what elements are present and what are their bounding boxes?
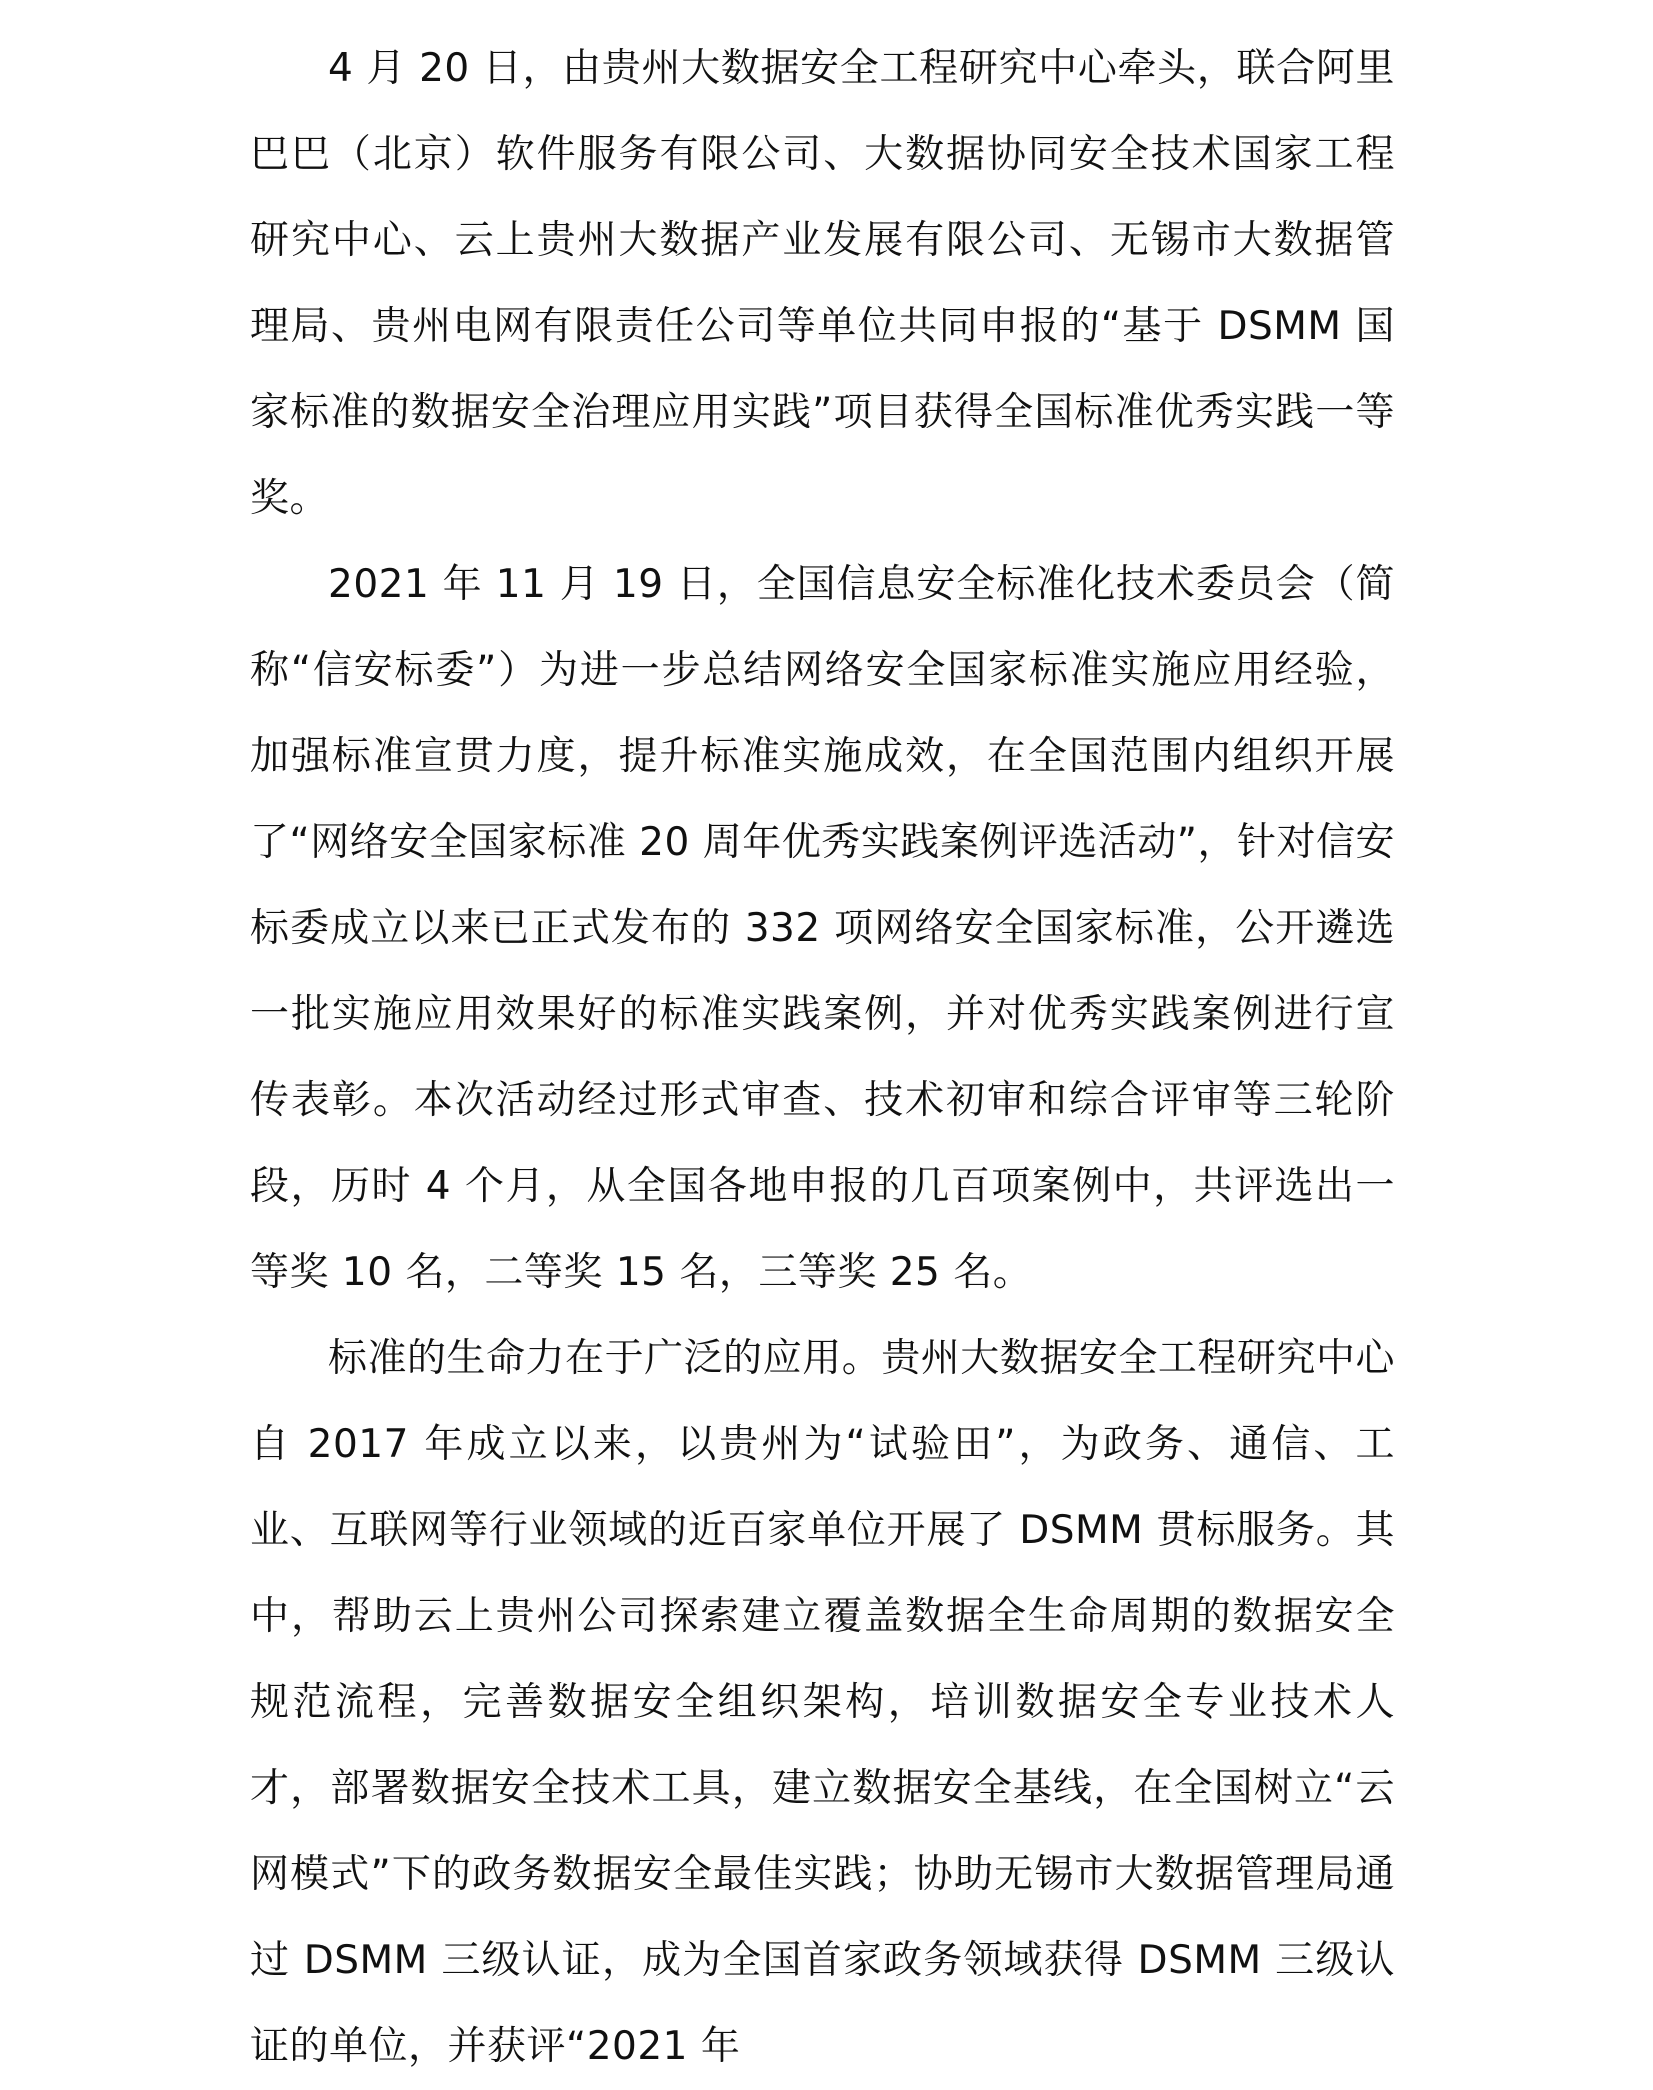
paragraph-selection-activity: 2021 年 11 月 19 日，全国信息安全标准化技术委员会（简称“信安标委”）为进一步总结网络安全国家标准实施应用经验，加强标准宣贯力度，提升标准实施成效，在全国范围内组织开展了“网络安全国家标准 20 周年优秀实践案例评选活动”，针对信安标委成立以来已正式发布的 332 项网络安全国家标准，公开遴选一批实施应用效果好的标准实践案例，并对优秀实践案例进行宣传表彰。本次活动经过形式审查、技术初审和综合评审等三轮阶段，历时 4 个月，从全国各地申报的几百项案例中，共评选出一等奖 10 名，二等奖 15 名，三等奖 25 名。: [250, 562, 1395, 1295]
document-page: [250, 26, 1395, 2090]
paragraph-standard-application: 标准的生命力在于广泛的应用。贵州大数据安全工程研究中心自 2017 年成立以来，以贵州为“试验田”，为政务、通信、工业、互联网等行业领域的近百家单位开展了 DSMM 贯标服务。其中，帮助云上贵州公司探索建立覆盖数据全生命周期的数据安全规范流程，完善数据安全组织架构，培训数据安全专业技术人才，部署数据安全技术工具，建立数据安全基线，在全国树立“云网模式”下的政务数据安全最佳实践；协助无锡市大数据管理局通过 DSMM 三级认证，成为全国首家政务领域获得 DSMM 三级认证的单位，并获评“2021 年: [250, 1336, 1395, 2069]
paragraph-award-announcement: 4 月 20 日，由贵州大数据安全工程研究中心牵头，联合阿里巴巴（北京）软件服务有限公司、大数据协同安全技术国家工程研究中心、云上贵州大数据产业发展有限公司、无锡市大数据管理局、贵州电网有限责任公司等单位共同申报的“基于 DSMM 国家标准的数据安全治理应用实践”项目获得全国标准优秀实践一等奖。: [250, 46, 1395, 521]
